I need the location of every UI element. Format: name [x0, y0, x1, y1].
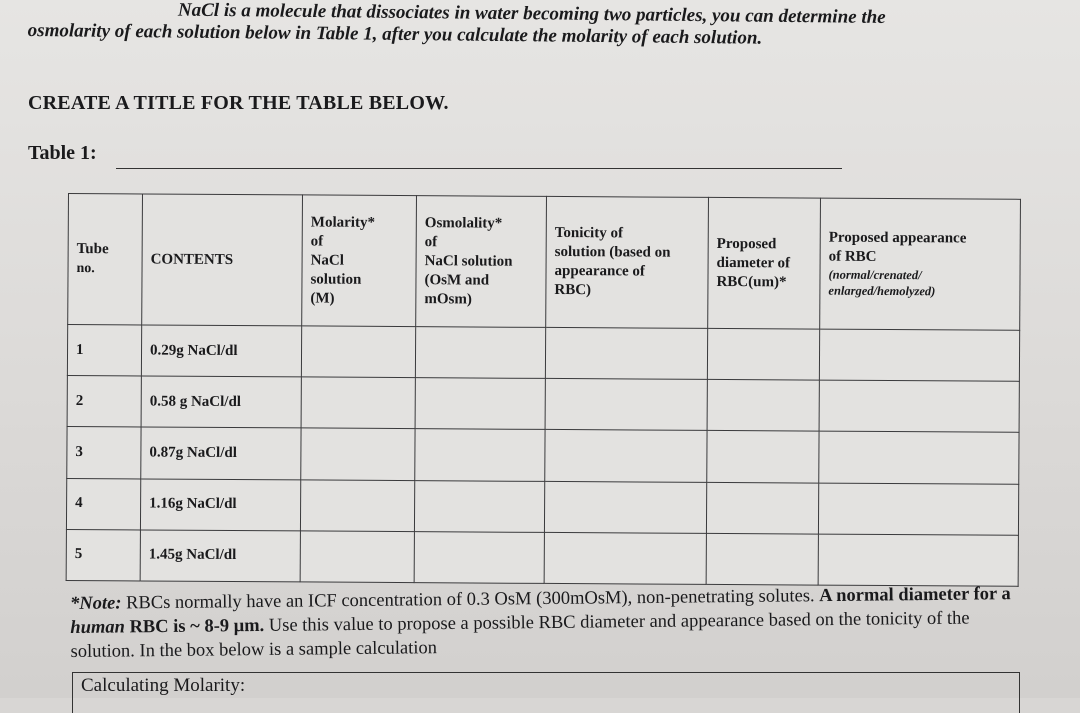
osmolality-cell[interactable]: [414, 480, 544, 532]
tube-contents: 0.29g NaCl/dl: [141, 325, 301, 377]
osmolality-cell[interactable]: [414, 531, 544, 583]
header-molarity: [302, 195, 417, 327]
tube-contents: 1.45g NaCl/dl: [140, 530, 300, 582]
diameter-cell[interactable]: [706, 482, 818, 534]
header-diameter-line: diameter of: [716, 254, 791, 271]
osmolality-cell[interactable]: [415, 429, 545, 481]
header-tube-label: Tube: [76, 241, 109, 258]
table-title-instruction: CREATE A TITLE FOR THE TABLE BELOW.: [28, 92, 449, 114]
header-tube-no: no.: [76, 261, 95, 277]
header-appearance-line: Proposed appearance: [828, 229, 967, 247]
header-molarity-line: NaCl: [310, 251, 344, 269]
header-osmolality-line: mOsm): [424, 290, 472, 307]
molarity-cell[interactable]: [300, 479, 414, 531]
diameter-cell[interactable]: [707, 431, 819, 483]
molarity-cell[interactable]: [300, 531, 414, 583]
header-appearance: [820, 198, 1021, 330]
note-paragraph: [70, 582, 1031, 664]
header-appearance-note: [828, 267, 1011, 300]
header-osmolality-line: Osmolality*: [424, 214, 503, 232]
header-tonicity: [546, 196, 709, 328]
header-appearance-line: of RBC: [828, 248, 877, 265]
note-bold-italic: human: [70, 617, 125, 638]
diameter-cell[interactable]: [706, 533, 818, 585]
note-label: *Note:: [70, 593, 122, 614]
header-contents: CONTENTS: [142, 194, 303, 326]
header-osmolality-line: (OsM and: [424, 271, 490, 289]
tonicity-cell[interactable]: [545, 379, 707, 431]
header-molarity-line: Molarity*: [310, 213, 376, 231]
header-tonicity-line: RBC): [554, 281, 592, 299]
diameter-cell[interactable]: [707, 380, 819, 432]
header-tonicity-line: solution (based on: [554, 243, 671, 261]
header-tonicity-line: Tonicity of: [554, 224, 624, 242]
appearance-cell[interactable]: [819, 431, 1019, 483]
header-molarity-line: of: [310, 232, 324, 250]
header-appearance-note-line: enlarged/hemolyzed): [828, 283, 936, 299]
table-row: [67, 427, 1019, 484]
tonicity-cell[interactable]: [545, 327, 707, 379]
appearance-cell[interactable]: [818, 483, 1018, 535]
intro-line-1: NaCl is a molecule that dissociates in water becoming two particles, you can determine the: [177, 0, 886, 28]
tube-number: 4: [66, 478, 140, 530]
tonicity-cell[interactable]: [544, 481, 706, 533]
molarity-cell[interactable]: [301, 377, 415, 429]
tube-number: 5: [66, 529, 140, 581]
osmolality-cell[interactable]: [415, 327, 545, 379]
header-tonicity-line: appearance of: [554, 262, 645, 280]
header-molarity-line: (M): [310, 289, 335, 307]
header-molarity-line: solution: [310, 270, 362, 288]
appearance-cell[interactable]: [819, 380, 1019, 432]
table-title-blank-line: [116, 168, 842, 169]
tube-number: 2: [67, 376, 141, 428]
header-osmolality-line: NaCl solution: [424, 252, 513, 270]
data-table: [66, 193, 1021, 587]
header-diameter: [708, 197, 821, 329]
calculation-box-title: Calculating Molarity:: [81, 675, 246, 696]
note-text-1: RBCs normally have an ICF concentration of 0.3 OsM (300mOsM), non-penetrating solutes.: [121, 586, 820, 614]
table-row: [67, 376, 1019, 433]
table-label: Table 1:: [28, 142, 97, 164]
diameter-cell[interactable]: [707, 328, 819, 380]
tube-contents: 1.16g NaCl/dl: [140, 479, 300, 531]
molarity-cell[interactable]: [301, 428, 415, 480]
tube-number: 1: [67, 325, 141, 377]
header-diameter-line: Proposed: [716, 235, 777, 252]
header-appearance-note-line: (normal/crenated/: [828, 267, 922, 283]
molarity-cell[interactable]: [301, 326, 415, 378]
tonicity-cell[interactable]: [545, 430, 707, 482]
tube-contents: 0.87g NaCl/dl: [141, 427, 301, 479]
appearance-cell[interactable]: [818, 534, 1018, 586]
header-row: [68, 194, 1021, 331]
header-tube: [68, 194, 143, 325]
intro-line-2: osmolarity of each solution below in Table 1, after you calculate the molarity of each solution.: [27, 19, 763, 49]
tube-number: 3: [67, 427, 141, 479]
note-bold-2: RBC is ~ 8-9 μm.: [124, 615, 265, 638]
tube-contents: 0.58 g NaCl/dl: [141, 376, 301, 428]
note-text-2: Use this value to propose a possible RBC diameter and appearance based on the tonicity of the solution. In the box below is a sample calculation: [70, 608, 970, 662]
appearance-cell[interactable]: [819, 329, 1019, 381]
header-diameter-line: RBC(um)*: [716, 273, 787, 290]
intro-paragraph: [27, 0, 1068, 53]
header-osmolality: [416, 196, 547, 328]
note-bold-1: A normal diameter for a: [819, 584, 1011, 607]
table-row: [67, 325, 1019, 382]
header-osmolality-line: of: [424, 233, 438, 250]
calculation-box: [72, 672, 1020, 713]
tonicity-cell[interactable]: [544, 532, 706, 584]
osmolality-cell[interactable]: [415, 378, 545, 430]
table-row: [66, 529, 1018, 586]
table-row: [66, 478, 1018, 535]
